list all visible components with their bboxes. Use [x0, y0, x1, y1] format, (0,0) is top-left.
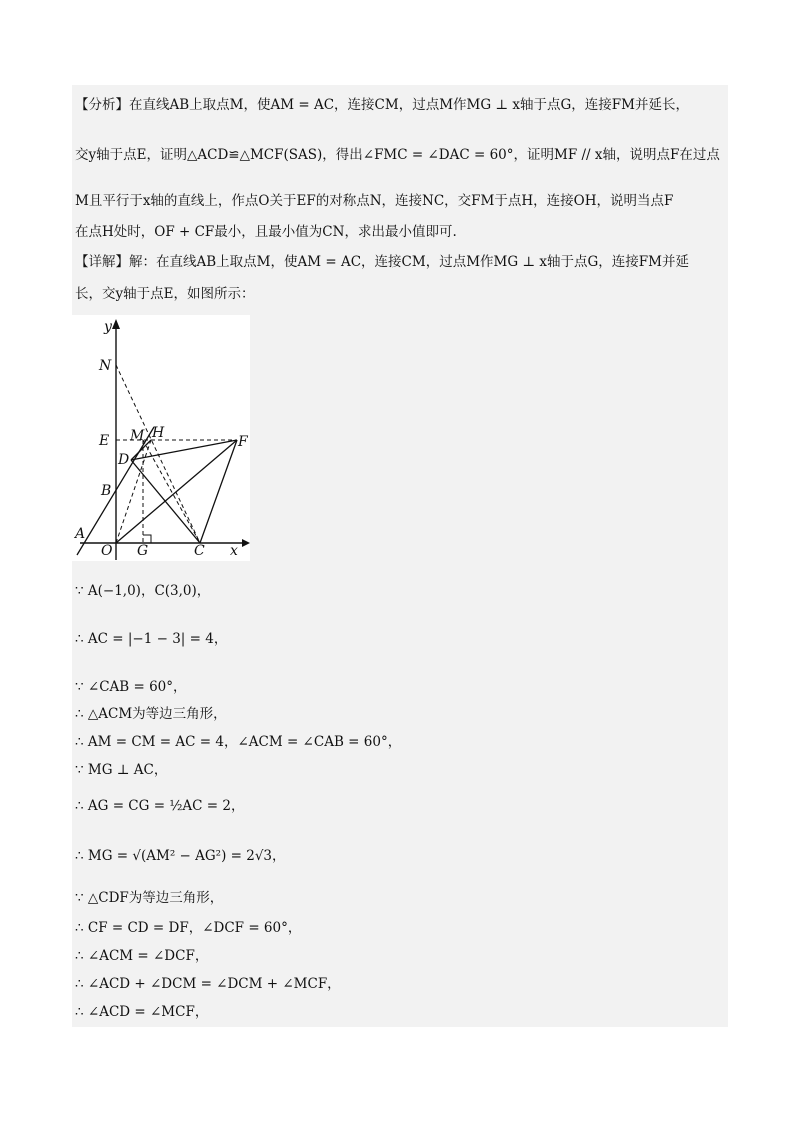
step-6: ∵ MG ⊥ AC，	[75, 762, 168, 778]
solution-intro-line-1: 【详解】解：在直线AB上取点M，使AM = AC，连接CM，过点M作MG ⊥ x轴于点G，连接FM并延	[75, 254, 689, 270]
step-12: ∴ ∠ACD + ∠DCM = ∠DCM + ∠MCF，	[75, 976, 341, 992]
segment-df	[131, 440, 237, 460]
step-2: ∴ AC = |−1 − 3| = 4，	[75, 631, 228, 647]
label-a: A	[75, 526, 86, 542]
label-e: E	[99, 433, 110, 449]
step-3: ∵ ∠CAB = 60°，	[75, 679, 187, 695]
geometry-diagram	[72, 315, 250, 561]
label-m: M	[130, 428, 145, 444]
step-10: ∴ CF = CD = DF，∠DCF = 60°，	[75, 920, 302, 936]
analysis-line-3: M且平行于x轴的直线上，作点O关于EF的对称点N，连接NC，交FM于点H，连接OH，说明当点F	[75, 193, 674, 209]
analysis-line-2: 交y轴于点E，证明△ACD≌△MCF(SAS)，得出∠FMC = ∠DAC = 60°，证明MF // x轴，说明点F在过点	[75, 147, 720, 163]
segment-mc-dashed	[143, 440, 200, 543]
x-axis-arrow	[242, 539, 250, 547]
step-13: ∴ ∠ACD = ∠MCF，	[75, 1004, 209, 1020]
geometry-figure	[72, 315, 250, 561]
label-g: G	[137, 543, 149, 559]
step-8: ∴ MG = √(AM² − AG²) = 2√3，	[75, 848, 286, 864]
label-b: B	[101, 483, 112, 499]
step-5: ∴ AM = CM = AC = 4，∠ACM = ∠CAB = 60°，	[75, 734, 402, 750]
step-1: ∵ A(−1,0)，C(3,0)，	[75, 583, 211, 599]
label-c: C	[194, 543, 205, 559]
step-4: ∴ △ACM为等边三角形，	[75, 706, 227, 722]
label-d: D	[118, 452, 130, 468]
label-f: F	[238, 434, 248, 450]
analysis-line-4: 在点H处时，OF + CF最小，且最小值为CN，求出最小值即可.	[75, 224, 457, 240]
analysis-line-1: 【分析】在直线AB上取点M，使AM = AC，连接CM，过点M作MG ⊥ x轴于点G，连接FM并延长，	[75, 97, 689, 113]
step-7: ∴ AG = CG = ½AC = 2，	[75, 798, 245, 814]
y-axis-arrow	[112, 319, 120, 329]
label-h: H	[152, 425, 165, 441]
label-o: O	[101, 543, 113, 559]
label-n: N	[99, 358, 112, 374]
solution-intro-line-2: 长，交y轴于点E，如图所示：	[75, 286, 255, 302]
label-x: x	[230, 543, 238, 559]
label-y: y	[104, 319, 112, 335]
step-11: ∴ ∠ACM = ∠DCF，	[75, 948, 209, 964]
step-9: ∵ △CDF为等边三角形，	[75, 890, 224, 906]
right-angle-mark	[143, 535, 151, 543]
